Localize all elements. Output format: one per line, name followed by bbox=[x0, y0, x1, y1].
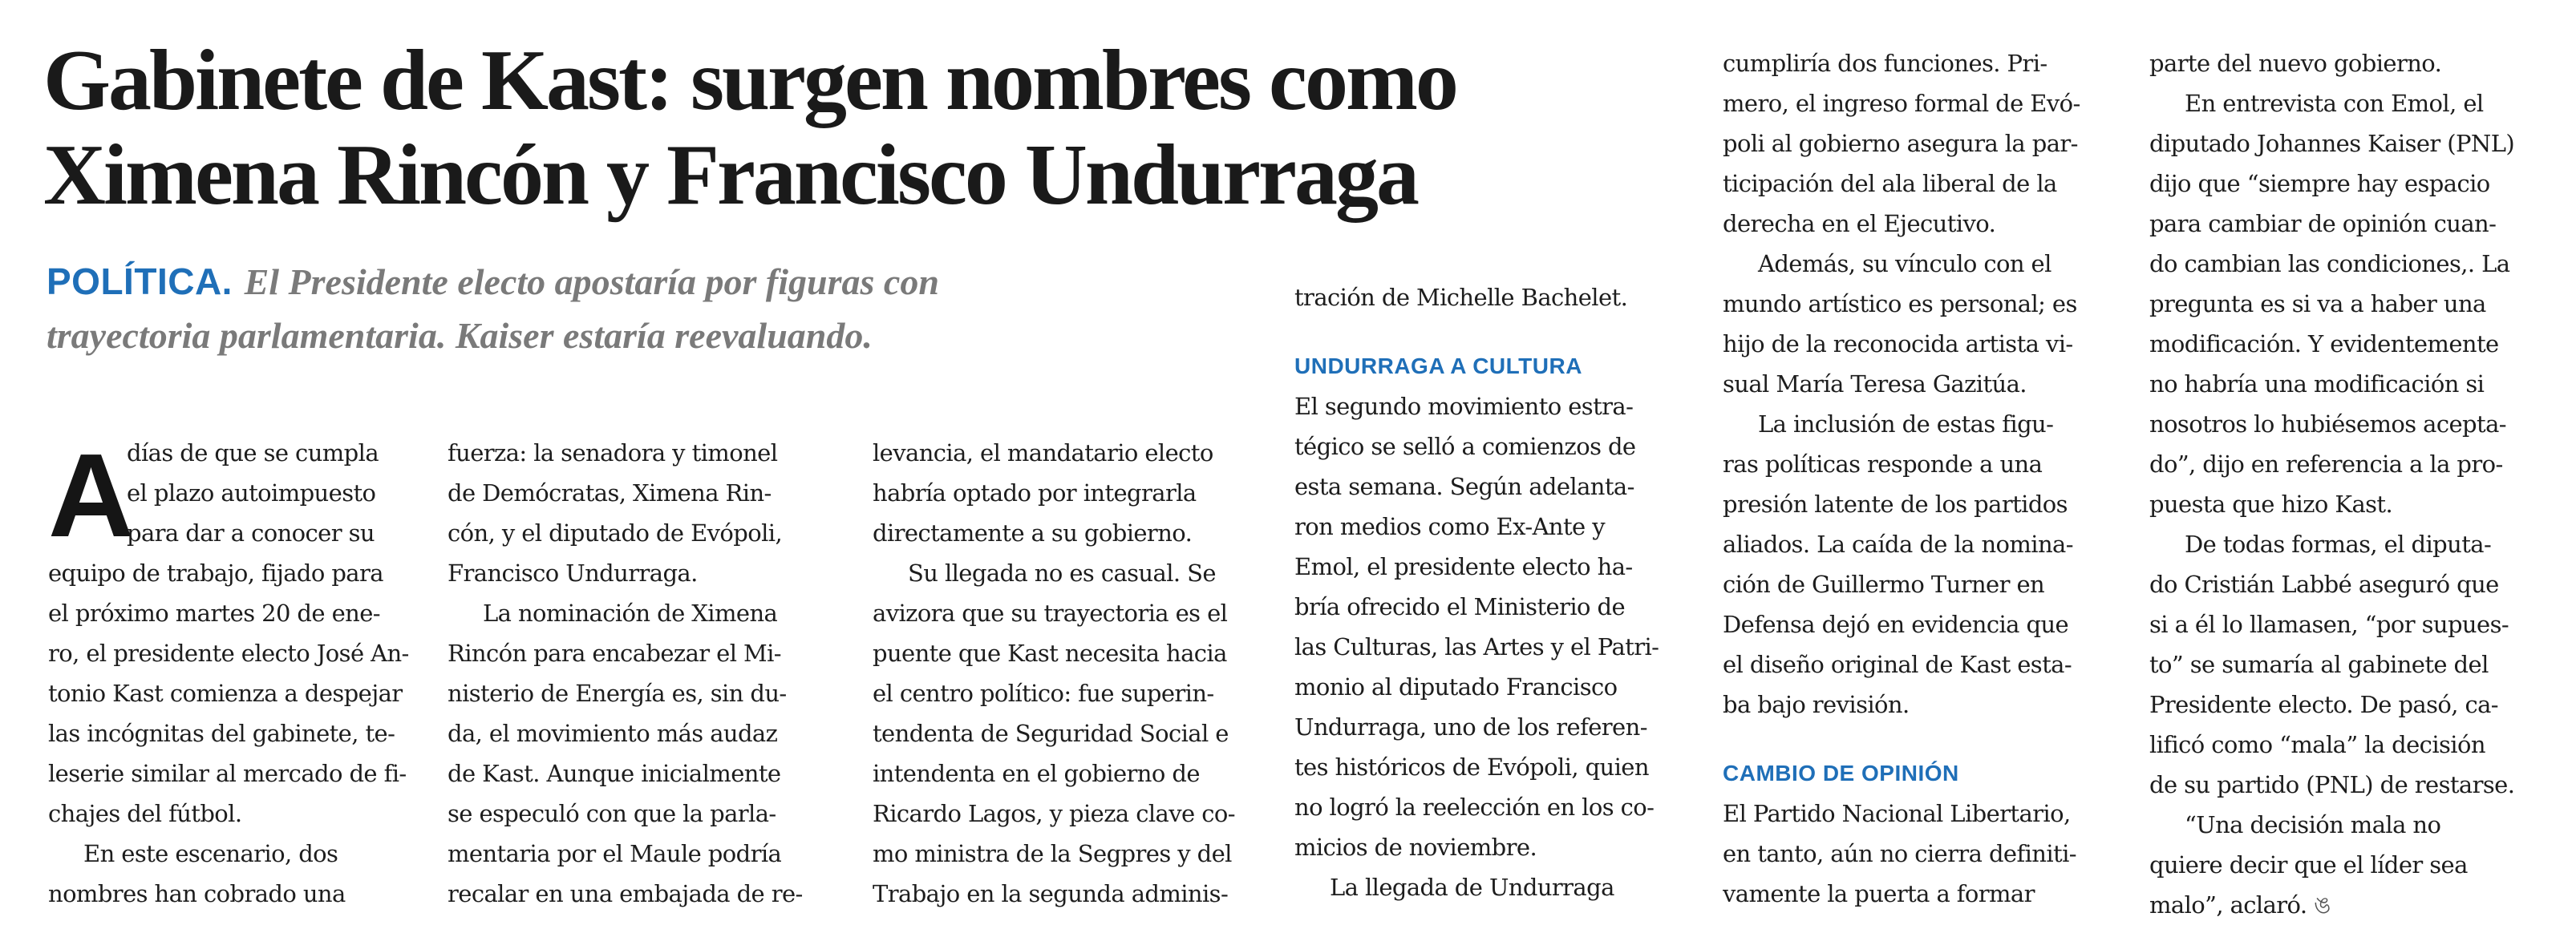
text-line: La inclusión de estas figu- bbox=[1758, 410, 2054, 438]
headline-line: Ximena Rincón y Francisco Undurraga bbox=[43, 127, 1417, 223]
text-line: sual María Teresa Gazitúa. bbox=[1723, 370, 2027, 398]
paragraph-gap bbox=[1294, 317, 1679, 346]
text-line: levancia, el mandatario electo bbox=[873, 439, 1213, 467]
text-line: En entrevista con Emol, el bbox=[2185, 90, 2484, 117]
text-line: Defensa dejó en evidencia que bbox=[1723, 611, 2069, 638]
text-line: nombres han cobrado una bbox=[48, 880, 346, 907]
article-column-3 bbox=[873, 433, 1258, 914]
text-line: puesta que hizo Kast. bbox=[2149, 491, 2393, 518]
text-line: cumpliría dos funciones. Pri- bbox=[1723, 50, 2047, 77]
text-line: dijo que “siempre hay espacio bbox=[2149, 170, 2490, 197]
drop-cap: A bbox=[48, 430, 134, 562]
text-line bbox=[2149, 885, 2534, 925]
text-line: para dar a conocer su bbox=[127, 519, 375, 547]
article-deck bbox=[47, 255, 1282, 362]
text-line: mentaria por el Maule podría bbox=[448, 840, 782, 867]
text-line: esta semana. Según adelanta- bbox=[1294, 473, 1634, 500]
text-line: ticipación del ala liberal de la bbox=[1723, 170, 2057, 197]
text-line: hijo de la reconocida artista vi- bbox=[1723, 330, 2073, 357]
text-line: do cambian las condiciones,. La bbox=[2149, 250, 2510, 277]
text-line: quiere decir que el líder sea bbox=[2149, 851, 2468, 879]
text-line: tes históricos de Evópoli, quien bbox=[1294, 753, 1649, 781]
text-line: ron medios como Ex-Ante y bbox=[1294, 513, 1606, 540]
text-line: de su partido (PNL) de restarse. bbox=[2149, 771, 2515, 798]
text-line: de Kast. Aunque inicialmente bbox=[448, 760, 781, 787]
text-line: ras políticas responde a una bbox=[1723, 450, 2043, 478]
text-line: tración de Michelle Bachelet. bbox=[1294, 284, 1628, 311]
text-line: el plazo autoimpuesto bbox=[127, 479, 376, 507]
text-line: tonio Kast comienza a despejar bbox=[48, 680, 403, 707]
text-line: nosotros lo hubiésemos acepta- bbox=[2149, 410, 2506, 438]
subhead-undurraga: UNDURRAGA A CULTURA bbox=[1294, 353, 1582, 378]
text-line: nisterio de Energía es, sin du- bbox=[448, 680, 787, 707]
text-line: to” se sumaría al gabinete del bbox=[2149, 651, 2489, 678]
text-line: el diseño original de Kast esta- bbox=[1723, 651, 2072, 678]
text-line: En este escenario, dos bbox=[83, 840, 338, 867]
text-line: si a él lo llamasen, “por supues- bbox=[2149, 611, 2509, 638]
text-line: se especuló con que la parla- bbox=[448, 800, 776, 827]
article-column-5 bbox=[1723, 43, 2108, 914]
text-line: el próximo martes 20 de ene- bbox=[48, 600, 380, 627]
text-line: no habría una modificación si bbox=[2149, 370, 2485, 398]
text-line: La llegada de Undurraga bbox=[1330, 874, 1614, 901]
text-line: da, el movimiento más audaz bbox=[448, 720, 778, 747]
text-line: poli al gobierno asegura la par- bbox=[1723, 130, 2078, 157]
deck-text: El Presidente electo apostaría por figuras con bbox=[244, 261, 939, 302]
paragraph-gap bbox=[1723, 725, 2108, 753]
text-line: directamente a su gobierno. bbox=[873, 519, 1193, 547]
text-line: de Demócratas, Ximena Rin- bbox=[448, 479, 772, 507]
text-line: Trabajo en la segunda adminis- bbox=[873, 880, 1229, 907]
closing-text: malo”, aclaró. bbox=[2149, 891, 2307, 919]
text-line: mero, el ingreso formal de Evó- bbox=[1723, 90, 2080, 117]
text-line: chajes del fútbol. bbox=[48, 800, 242, 827]
text-line: Su llegada no es casual. Se bbox=[908, 559, 1216, 587]
text-line: Rincón para encabezar el Mi- bbox=[448, 640, 781, 667]
text-line: modificación. Y evidentemente bbox=[2149, 330, 2499, 357]
text-line: avizora que su trayectoria es el bbox=[873, 600, 1228, 627]
section-label: POLÍTICA. bbox=[47, 261, 233, 302]
end-of-article-icon: ঙ bbox=[2314, 891, 2331, 919]
text-line: habría optado por integrarla bbox=[873, 479, 1197, 507]
text-line: vamente la puerta a formar bbox=[1723, 880, 2035, 907]
text-line: do Cristián Labbé aseguró que bbox=[2149, 571, 2499, 598]
article-column-2 bbox=[448, 433, 832, 914]
text-line: para cambiar de opinión cuan- bbox=[2149, 210, 2497, 237]
text-line: en tanto, aún no cierra definiti- bbox=[1723, 840, 2076, 867]
text-line: parte del nuevo gobierno. bbox=[2149, 50, 2442, 77]
text-line: ba bajo revisión. bbox=[1723, 691, 1910, 718]
text-line: ro, el presidente electo José An- bbox=[48, 640, 409, 667]
text-line: bría ofrecido el Ministerio de bbox=[1294, 593, 1626, 620]
text-line: De todas formas, el diputa- bbox=[2185, 531, 2492, 558]
text-line: “Una decisión mala no bbox=[2185, 811, 2441, 838]
deck-line bbox=[47, 309, 1282, 362]
text-line: Emol, el presidente electo ha- bbox=[1294, 553, 1633, 580]
text-line: lificó como “mala” la decisión bbox=[2149, 731, 2485, 758]
text-line: días de que se cumpla bbox=[127, 439, 379, 467]
headline-line: Gabinete de Kast: surgen nombres como bbox=[43, 33, 1456, 128]
text-line: intendenta en el gobierno de bbox=[873, 760, 1200, 787]
text-line: tégico se selló a comienzos de bbox=[1294, 433, 1636, 460]
text-line: Francisco Undurraga. bbox=[448, 559, 698, 587]
article-column-1 bbox=[48, 430, 433, 914]
article-headline bbox=[43, 34, 1647, 223]
text-line: mundo artístico es personal; es bbox=[1723, 290, 2077, 317]
text-line: La nominación de Ximena bbox=[483, 600, 778, 627]
text-line: Además, su vínculo con el bbox=[1758, 250, 2051, 277]
text-line: las incógnitas del gabinete, te- bbox=[48, 720, 395, 747]
text-line: El segundo movimiento estra- bbox=[1294, 393, 1634, 420]
text-line: pregunta es si va a haber una bbox=[2149, 290, 2486, 317]
text-line: Undurraga, uno de los referen- bbox=[1294, 713, 1647, 741]
subhead-cambio: CAMBIO DE OPINIÓN bbox=[1723, 761, 1959, 786]
text-line: diputado Johannes Kaiser (PNL) bbox=[2149, 130, 2515, 157]
text-line: equipo de trabajo, fijado para bbox=[48, 559, 383, 587]
text-line: do”, dijo en referencia a la pro- bbox=[2149, 450, 2503, 478]
text-line: el centro político: fue superin- bbox=[873, 680, 1214, 707]
text-line: aliados. La caída de la nomina- bbox=[1723, 531, 2073, 558]
article-column-4 bbox=[1294, 277, 1679, 907]
deck-line bbox=[47, 255, 1282, 309]
text-line: leserie similar al mercado de fi- bbox=[48, 760, 407, 787]
text-line: cón, y el diputado de Evópoli, bbox=[448, 519, 783, 547]
text-line: ción de Guillermo Turner en bbox=[1723, 571, 2045, 598]
text-line: Presidente electo. De pasó, ca- bbox=[2149, 691, 2499, 718]
text-line: fuerza: la senadora y timonel bbox=[448, 439, 778, 467]
text-line: derecha en el Ejecutivo. bbox=[1723, 210, 1996, 237]
text-line: monio al diputado Francisco bbox=[1294, 673, 1618, 701]
text-line: El Partido Nacional Libertario, bbox=[1723, 800, 2071, 827]
text-line: recalar en una embajada de re- bbox=[448, 880, 803, 907]
text-line: no logró la reelección en los co- bbox=[1294, 794, 1655, 821]
text-line: puente que Kast necesita hacia bbox=[873, 640, 1227, 667]
text-line: presión latente de los partidos bbox=[1723, 491, 2068, 518]
text-line: mo ministra de la Segpres y del bbox=[873, 840, 1232, 867]
article-column-6 bbox=[2149, 43, 2534, 925]
text-line: tendenta de Seguridad Social e bbox=[873, 720, 1229, 747]
deck-text: trayectoria parlamentaria. Kaiser estaría reevaluando. bbox=[47, 315, 873, 356]
text-line: micios de noviembre. bbox=[1294, 834, 1537, 861]
text-line: Ricardo Lagos, y pieza clave co- bbox=[873, 800, 1235, 827]
text-line: las Culturas, las Artes y el Patri- bbox=[1294, 633, 1659, 660]
